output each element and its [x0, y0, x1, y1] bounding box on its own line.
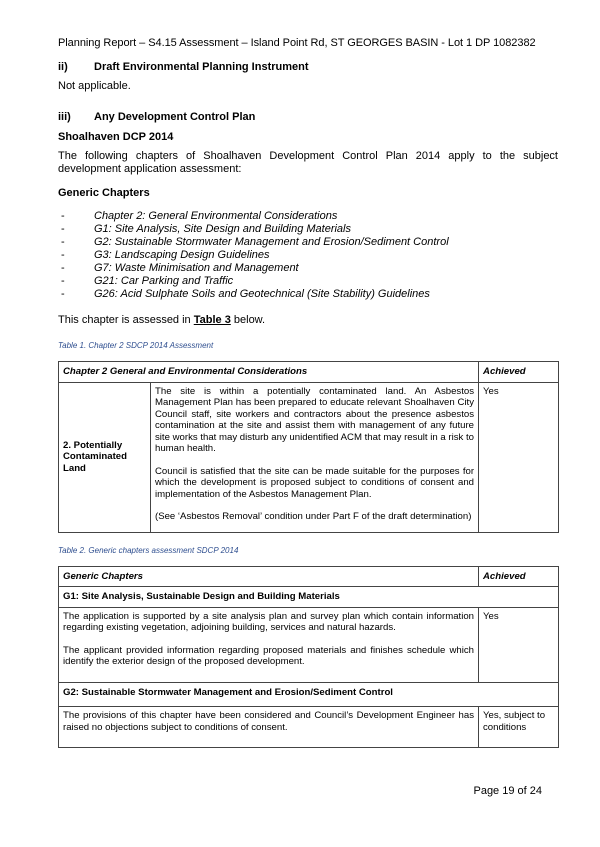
section-iii-number: iii) [58, 111, 71, 123]
table-row [59, 587, 559, 608]
table-row [59, 382, 559, 532]
generic-chapters-list [58, 210, 558, 301]
table-row [59, 607, 559, 682]
g2-title: G2: Sustainable Stormwater Management and Erosion/Sediment Control [59, 682, 559, 707]
generic-chapters-heading: Generic Chapters [58, 187, 150, 199]
table-1 [58, 361, 559, 533]
assessment-cell: The site is within a potentially contaminated land. An Asbestos Management Plan has been prepared to educate relevant Shoalhaven City Council staff, site workers and contractors about the presence asbestos contamination at the site and assist them with management of any future site works that may disturb any unidentified ACM that may result in a risk to human health. Council is satisfied that the site can be made suitable for the purposes for which the development is proposed subject to conditions of consent and implementation of the Asbestos Management Plan. (See ‘Asbestos Removal’ condition under Part F of the draft determination) [151, 382, 479, 532]
g2-assessment-cell: The provisions of this chapter have been considered and Council’s Development Engineer has raised no objections subject to conditions of consent. [59, 707, 479, 748]
table-1-header-main: Chapter 2 General and Environmental Considerations [59, 362, 479, 383]
list-item: - G26: Acid Sulphate Soils and Geotechnical (Site Stability) Guidelines [61, 288, 430, 300]
table-2-caption: Table 2. Generic chapters assessment SDCP 2014 [58, 545, 239, 555]
list-item: - Chapter 2: General Environmental Considerations [61, 210, 338, 222]
table-2-header-main: Generic Chapters [59, 566, 479, 587]
table-2-header-achieved: Achieved [479, 566, 559, 587]
section-ii-title: Draft Environmental Planning Instrument [94, 61, 309, 73]
achieved-cell: Yes [479, 382, 559, 532]
running-header: Planning Report – S4.15 Assessment – Island Point Rd, ST GEORGES BASIN - Lot 1 DP 1082382 [58, 37, 536, 49]
list-item: - G1: Site Analysis, Site Design and Building Materials [61, 223, 351, 235]
section-iii-title: Any Development Control Plan [94, 111, 256, 123]
section-ii-heading [58, 61, 558, 73]
page-number: Page 19 of 24 [473, 785, 542, 797]
g1-achieved-cell: Yes [479, 607, 559, 682]
dcp-intro: The following chapters of Shoalhaven Development Control Plan 2014 apply to the subject development application assessment: [58, 150, 558, 175]
table-1-caption: Table 1. Chapter 2 SDCP 2014 Assessment [58, 341, 214, 350]
section-ii-number: ii) [58, 61, 68, 73]
table-row [59, 682, 559, 707]
section-iii-heading [58, 111, 558, 123]
table-2 [58, 566, 559, 749]
row-label: 2. Potentially Contaminated Land [59, 382, 151, 532]
g1-assessment-cell: The application is supported by a site analysis plan and survey plan which contain information regarding existing vegetation, adjoining building, services and natural hazards. The applicant provided information regarding proposed materials and finishes schedule which identify the exterior design of the proposed development. [59, 607, 479, 682]
table-header-row [59, 362, 559, 383]
list-item: - G3: Landscaping Design Guidelines [61, 249, 270, 261]
list-item: - G21: Car Parking and Traffic [61, 275, 234, 287]
page-content [58, 59, 558, 748]
table-header-row [59, 566, 559, 587]
list-item: - G2: Sustainable Stormwater Management and Erosion/Sediment Control [61, 236, 449, 248]
table-3-link[interactable]: Table 3 [193, 314, 231, 326]
assessment-reference: This chapter is assessed in Table 3 below. [58, 314, 266, 326]
g2-achieved-cell: Yes, subject to conditions [479, 707, 559, 748]
table-1-header-achieved: Achieved [479, 362, 559, 383]
section-ii-body: Not applicable. [58, 80, 131, 92]
table-row [59, 707, 559, 748]
dcp-heading: Shoalhaven DCP 2014 [58, 131, 174, 143]
list-item: - G7: Waste Minimisation and Management [61, 262, 299, 274]
g1-title: G1: Site Analysis, Sustainable Design and Building Materials [59, 587, 559, 608]
